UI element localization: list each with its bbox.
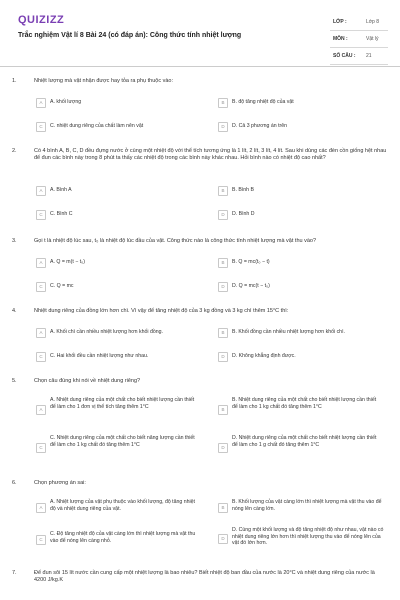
option-key: D — [218, 534, 228, 544]
option-key: D — [218, 210, 228, 220]
option-text: A. Bình A — [50, 187, 72, 193]
question-text: Chọn câu đúng khi nói về nhiệt dung riêng? — [34, 378, 141, 384]
option-text: A. Nhiệt lượng của vật phụ thuộc vào khối lượng, độ tăng nhiệt độ và nhiệt dung riêng của vật. — [50, 499, 195, 512]
question-text: Để đun sôi 15 lít nước cần cung cấp một nhiệt lượng là bao nhiêu? Biết nhiệt độ ban đầu của nước là 20°C và nhiệt dung riêng của nước là 4200 J/kg.K — [34, 570, 375, 584]
question-number: 1. — [12, 78, 17, 84]
meta-row-subject — [330, 31, 388, 48]
option-text: C. Hai khối đều cần nhiệt lượng như nhau. — [50, 353, 149, 359]
option-key: D — [218, 282, 228, 292]
option-text: B. độ tăng nhiệt độ của vật — [232, 99, 294, 105]
question-number: 6. — [12, 480, 17, 486]
option-key: A — [36, 405, 46, 415]
option-text: B. Q = mc(t₀ − t) — [232, 259, 270, 265]
question-text: Chọn phương án sai: — [34, 480, 86, 486]
option-key: A — [36, 98, 46, 108]
option-key: B — [218, 258, 228, 268]
option-text: C. Q = mc — [50, 283, 74, 289]
option-text: D. Không khẳng định được. — [232, 353, 296, 359]
question-number: 5. — [12, 378, 17, 384]
page-header — [0, 0, 400, 64]
option-key: D — [218, 352, 228, 362]
option-text: A. Nhiệt dung riêng của một chất cho biết nhiệt lượng cần thiết để làm cho 1 đơn vị thể tích tăng thêm 1°C — [50, 397, 195, 410]
option-key: C — [36, 535, 46, 545]
question-text: Nhiệt dung riêng của đồng lớn hơn chì. Vì vậy để tăng nhiệt độ của 3 kg đồng và 3 kg chì thêm 15°C thì: — [34, 308, 289, 314]
option-key: B — [218, 328, 228, 338]
option-key: B — [218, 405, 228, 415]
option-key: C — [36, 443, 46, 453]
header-divider — [0, 66, 400, 67]
option-text: B. Khối đồng cần nhiều nhiệt lượng hơn khối chì. — [232, 329, 345, 335]
question-text: Gọi t là nhiệt độ lúc sau, t₀ là nhiệt độ lúc đầu của vật. Công thức nào là công thức tính nhiệt lượng mà vật thu vào? — [34, 238, 317, 244]
question-number: 4. — [12, 308, 17, 314]
option-key: A — [36, 503, 46, 513]
option-key: B — [218, 503, 228, 513]
quizizz-logo: QUIZIZZ — [18, 14, 65, 26]
option-text: C. Độ tăng nhiệt độ của vật càng lớn thì nhiệt lượng mà vật thu vào để nóng lên càng nhỏ. — [50, 531, 196, 544]
question-number: 2. — [12, 148, 17, 154]
question-number: 7. — [12, 570, 17, 576]
option-text: B. Bình B — [232, 187, 254, 193]
question-text: Nhiệt lượng mà vật nhận được hay tỏa ra phụ thuộc vào: — [34, 78, 174, 84]
option-text: A. khối lượng — [50, 99, 82, 105]
meta-value: 21 — [366, 53, 372, 59]
option-key: C — [36, 352, 46, 362]
option-text: B. Khối lượng của vật càng lớn thì nhiệt lượng mà vật thu vào để nóng lên càng lớn. — [232, 499, 382, 512]
option-key: C — [36, 210, 46, 220]
option-key: D — [218, 443, 228, 453]
option-text: D. Cùng một khối lượng và độ tăng nhiệt độ như nhau, vật nào có nhiệt dung riêng lớn hơn thì nhiệt lượng thu vào để nóng lên của vật đó lớn hơn. — [232, 527, 384, 547]
option-text: D. Cả 3 phương án trên — [232, 123, 288, 129]
meta-label: LỚP : — [333, 19, 347, 25]
meta-label: MÔN : — [333, 36, 348, 42]
option-key: A — [36, 186, 46, 196]
meta-value: Lớp 8 — [366, 19, 380, 25]
option-text: D. Q = mc(t − t₀) — [232, 283, 270, 289]
meta-table — [330, 14, 388, 65]
option-key: A — [36, 328, 46, 338]
meta-row-count — [330, 48, 388, 65]
question-number: 3. — [12, 238, 17, 244]
question-text: Có 4 bình A, B, C, D đều đựng nước ở cùng một nhiệt độ với thể tích tương ứng là 1 lít, 2 lít, 3 lít, 4 lít. Sau khi dùng các đèn cồn giống hệt nhau để đun các bình này trong 8 phút ta thấy các nhiệt độ trong các bình này khác nhau. Hỏi bình nào có nhiệt độ cao nhất? — [34, 148, 387, 162]
option-key: B — [218, 98, 228, 108]
option-key: C — [36, 122, 46, 132]
option-key: D — [218, 122, 228, 132]
option-text: C. nhiệt dung riêng của chất làm nên vật — [50, 123, 144, 129]
option-key: C — [36, 282, 46, 292]
meta-value: Vật lý — [366, 36, 379, 42]
option-text: D. Bình D — [232, 211, 255, 217]
option-text: C. Bình C — [50, 211, 73, 217]
option-text: A. Q = m(t − t₀) — [50, 259, 86, 265]
option-text: A. Khối chì cần nhiều nhiệt lượng hơn khối đồng. — [50, 329, 163, 335]
option-text: C. Nhiệt dung riêng của một chất cho biết năng lượng cần thiết để làm cho 1 kg chất đó tăng thêm 1°C — [50, 435, 195, 448]
option-key: A — [36, 258, 46, 268]
meta-label: SỐ CÂU : — [333, 53, 356, 59]
option-text: B. Nhiệt dung riêng của một chất cho biết nhiệt lượng cần thiết để làm cho 1 kg chất đó tăng thêm 1°C — [232, 397, 377, 410]
meta-row-grade — [330, 14, 388, 31]
option-key: B — [218, 186, 228, 196]
page-title: Trắc nghiệm Vật lí 8 Bài 24 (có đáp án): Công thức tính nhiệt lượng — [18, 32, 242, 39]
option-text: D. Nhiệt dung riêng của một chất cho biết nhiệt lượng cần thiết để làm cho 1 g chất đó tăng thêm 1°C — [232, 435, 377, 448]
